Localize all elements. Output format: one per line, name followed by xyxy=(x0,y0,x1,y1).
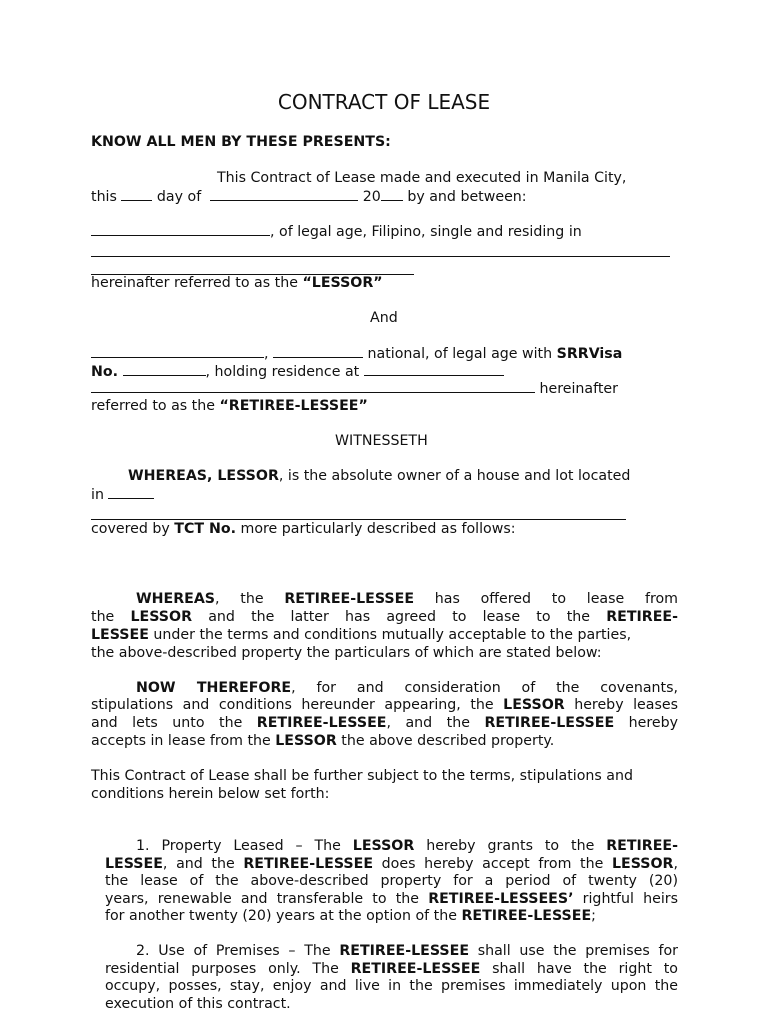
whereas2-retiree: RETIREE- xyxy=(606,609,678,625)
whereas1-line-2 xyxy=(91,486,154,505)
item1-heading: 1. Property Leased – The xyxy=(136,838,353,854)
whereas2-text-b: has offered to lease from xyxy=(414,591,678,607)
item2-use: shall use the premises for xyxy=(469,943,678,959)
whereas1-in: in xyxy=(91,487,104,503)
whereas2-bold: WHEREAS xyxy=(136,591,216,607)
whereas2-agreed: and the latter has agreed to lease to the xyxy=(192,609,607,625)
item2-line-4: execution of this contract. xyxy=(105,996,291,1012)
item1-line-5 xyxy=(105,908,596,926)
whereas2-lessee: RETIREE-LESSEE xyxy=(284,591,415,607)
location-blank-2[interactable] xyxy=(91,507,626,520)
intro-day-of: day of xyxy=(156,189,202,205)
nowtherefore-hereby: hereby xyxy=(614,715,679,731)
item2-line-2 xyxy=(105,961,678,979)
lessee-comma: , xyxy=(264,346,269,362)
item1-renewable: years, renewable and transferable to the xyxy=(105,891,429,907)
lessee-line-3 xyxy=(91,380,618,399)
item1-another: for another twenty (20) years at the option of the xyxy=(105,908,462,924)
item1-semicolon: ; xyxy=(591,908,596,924)
residence-blank-1[interactable] xyxy=(364,363,504,376)
item1-lessee: LESSEE xyxy=(105,856,163,872)
tct-label: TCT No. xyxy=(174,521,237,537)
whereas2-line-2 xyxy=(91,609,678,627)
whereas2-text-a: , the xyxy=(215,591,285,607)
lessee-national: national, of legal age with xyxy=(363,346,557,362)
nowtherefore-line-3 xyxy=(91,715,678,733)
item1-comma: , xyxy=(673,856,678,872)
item1-line-4 xyxy=(105,891,678,909)
whereas1-covered: covered by xyxy=(91,521,175,537)
and-text: And xyxy=(370,310,398,326)
lessee-residence: , holding residence at xyxy=(205,364,360,380)
lessee-name-blank[interactable] xyxy=(91,345,264,358)
lessor-address-blank-2[interactable] xyxy=(91,262,414,275)
nowtherefore-lessor: LESSOR xyxy=(503,697,565,713)
nowtherefore-line-2 xyxy=(91,697,678,715)
whereas1-described: more particularly described as follows: xyxy=(236,521,516,537)
document-title: CONTRACT OF LEASE xyxy=(277,90,491,114)
item2-lessee: RETIREE-LESSEE xyxy=(339,943,470,959)
item1-option-lessee: RETIREE-LESSEE xyxy=(461,908,592,924)
whereas2-lessee-2: LESSEE xyxy=(91,627,149,643)
lessor-line-4 xyxy=(91,275,383,293)
whereas1-line-1 xyxy=(128,468,630,486)
item1-retiree: RETIREE- xyxy=(606,838,678,854)
item1-retiree-lessee: RETIREE-LESSEE xyxy=(243,856,374,872)
item1-period: the lease of the above-described property for a period of twenty (20) xyxy=(105,873,678,889)
lessee-referred: referred to as the xyxy=(91,398,220,414)
nowtherefore-leases: hereby leases xyxy=(564,697,678,713)
nowtherefore-property: the above described property. xyxy=(336,733,555,749)
nowtherefore-bold: NOW THEREFORE xyxy=(136,680,292,696)
lessor-details: , of legal age, Filipino, single and residing in xyxy=(270,224,582,240)
lessor-referred: hereinafter referred to as the xyxy=(91,275,303,291)
whereas2-line-3 xyxy=(91,627,631,645)
year-blank[interactable] xyxy=(381,188,403,201)
item1-lessor-2: LESSOR xyxy=(611,856,674,872)
lessee-line-1 xyxy=(91,345,622,364)
visa-number-blank[interactable] xyxy=(123,363,206,376)
opening-heading: KNOW ALL MEN BY THESE PRESENTS: xyxy=(91,134,391,150)
lessee-line-4 xyxy=(91,398,368,416)
item1-rightful: rightful heirs xyxy=(573,891,678,907)
intro-year-prefix: 20 xyxy=(362,189,381,205)
lessee-hereinafter: hereinafter xyxy=(535,381,618,397)
item1-line-3 xyxy=(105,873,678,891)
nowtherefore-lessee-1: RETIREE-LESSEE xyxy=(256,715,387,731)
witnesseth-heading: WITNESSETH xyxy=(335,433,428,449)
whereas1-line-4 xyxy=(91,521,516,539)
whereas2-lessor: LESSOR xyxy=(130,609,192,625)
intro-this: this xyxy=(91,189,117,205)
item1-lessees-heirs: RETIREE-LESSEES’ xyxy=(428,891,574,907)
item1-line-2 xyxy=(105,856,678,874)
nowtherefore-line-1 xyxy=(136,680,678,698)
item2-line-1 xyxy=(136,943,678,961)
location-blank-1[interactable] xyxy=(108,486,154,499)
residence-blank-2[interactable] xyxy=(91,380,535,393)
nowtherefore-stipulations: stipulations and conditions hereunder appearing, the xyxy=(91,697,504,713)
lessor-line-1 xyxy=(91,223,582,242)
whereas2-the: the xyxy=(91,609,131,625)
item1-line-1 xyxy=(136,838,678,856)
lessee-term: “RETIREE-LESSEE” xyxy=(219,398,368,414)
item1-grants: hereby grants to the xyxy=(414,838,607,854)
lessor-name-blank[interactable] xyxy=(91,223,270,236)
item2-line-3 xyxy=(105,978,678,996)
whereas-lessor-bold: WHEREAS, LESSOR xyxy=(128,468,279,484)
item2-residential: residential purposes only. The xyxy=(105,961,351,977)
srrvisa-label: SRRVisa xyxy=(556,346,623,362)
visa-no-label: No. xyxy=(91,364,119,380)
nowtherefore-text: , for and consideration of the covenants, xyxy=(291,680,678,696)
item1-accept: does hereby accept from the xyxy=(373,856,612,872)
subject-line-1: This Contract of Lease shall be further subject to the terms, stipulations and xyxy=(91,768,633,784)
item2-lessee-2: RETIREE-LESSEE xyxy=(350,961,481,977)
item2-occupy: occupy, posses, stay, enjoy and live in the premises immediately upon the xyxy=(105,978,678,994)
item2-heading: 2. Use of Premises – The xyxy=(136,943,340,959)
nationality-blank[interactable] xyxy=(273,345,363,358)
nowtherefore-lets: and lets unto the xyxy=(91,715,257,731)
nowtherefore-lessee-2: RETIREE-LESSEE xyxy=(484,715,615,731)
month-blank[interactable] xyxy=(210,188,358,201)
lessor-address-blank-1[interactable] xyxy=(91,244,670,257)
item1-lessor: LESSOR xyxy=(352,838,415,854)
subject-line-2: conditions herein below set forth: xyxy=(91,786,330,802)
whereas1-text: , is the absolute owner of a house and lot located xyxy=(278,468,631,484)
nowtherefore-and: , and the xyxy=(386,715,485,731)
lessor-term: “LESSOR” xyxy=(302,275,383,291)
intro-line-1: This Contract of Lease made and executed in Manila City, xyxy=(217,170,627,186)
nowtherefore-line-4 xyxy=(91,733,554,751)
nowtherefore-lessor-2: LESSOR xyxy=(275,733,337,749)
day-blank[interactable] xyxy=(121,188,152,201)
intro-between: by and between: xyxy=(407,189,527,205)
whereas2-terms: under the terms and conditions mutually acceptable to the parties, xyxy=(148,627,632,643)
whereas2-line-1 xyxy=(136,591,678,609)
item2-right: shall have the right to xyxy=(480,961,678,977)
nowtherefore-accepts: accepts in lease from the xyxy=(91,733,276,749)
whereas2-line-4: the above-described property the particulars of which are stated below: xyxy=(91,645,602,661)
intro-line-2 xyxy=(91,188,527,207)
lessee-line-2 xyxy=(91,363,504,382)
item1-and: , and the xyxy=(162,856,244,872)
